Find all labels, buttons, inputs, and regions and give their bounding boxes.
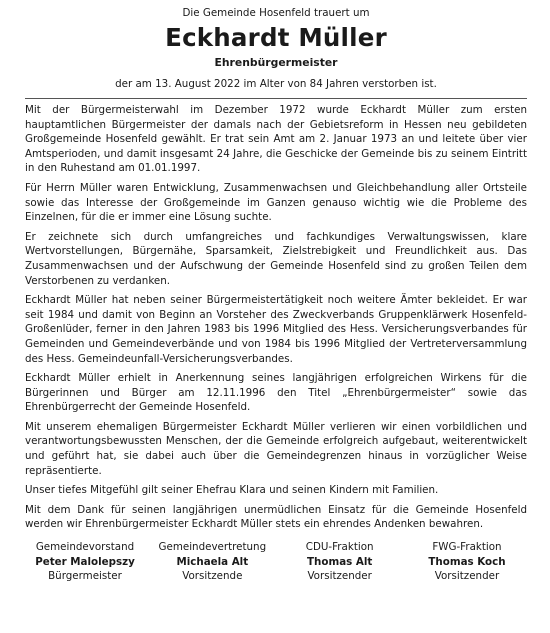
signatory-body: FWG-Fraktion: [432, 541, 502, 554]
deceased-name: Eckhardt Müller: [165, 23, 387, 52]
signatory: [407, 540, 527, 584]
divider: [25, 98, 527, 99]
paragraph: Mit unserem ehemaligen Bürgermeister Eckhardt Müller verlieren wir einen vorbildlichen und verantwortungsbewussten Menschen, der die Gemeinde erfolgreich aufgebaut, weiterentwickelt und geführt hat, sie dabei auch über die Gemeindegrenzen hinaus in vorzüglicher Weise repräsentierte.: [25, 420, 527, 477]
signatory-body: Gemeindevorstand: [35, 541, 135, 554]
paragraph: Eckhardt Müller hat neben seiner Bürgermeistertätigkeit noch weitere Ämter bekleidet. Er war seit 1984 und damit von Beginn an Vorsteher des Zweckverbands Gruppenklärwerk Hosenfeld-Großenlüder, ferner in den Jahren 1983 bis 1996 Mitglied des Hess. Versicherungsverbandes für Gemeinden und Gemeindeverbände und von 1984 bis 1996 Mitglied der Vertreterversammlung des Hess. Gemeindeunfall-Versicherungsverbandes.: [25, 294, 527, 365]
signatory-role: Bürgermeister: [48, 570, 122, 583]
signatory: [280, 540, 400, 584]
signatory-name: Thomas Koch: [428, 555, 506, 568]
obituary-notice: [25, 6, 527, 584]
paragraph: Unser tiefes Mitgefühl gilt seiner Ehefrau Klara und seinen Kindern mit Familien.: [25, 484, 439, 497]
signatory: [152, 540, 272, 584]
death-notice-line: der am 13. August 2022 im Alter von 84 Jahren verstorben ist.: [115, 78, 437, 90]
paragraph: Für Herrn Müller waren Entwicklung, Zusammenwachsen und Gleichbehandlung aller Ortsteile sowie das Interesse der Großgemeinde im Ganzen genauso wichtig wie die Probleme des Einzelnen, für die er immer eine Lösung suchte.: [25, 181, 527, 224]
paragraph: Mit der Bürgermeisterwahl im Dezember 1972 wurde Eckhardt Müller zum ersten hauptamtlichen Bürgermeister der damals nach der Gebietsreform in Hessen neu gebildeten Großgemeinde Hosenfeld gewählt. Er trat sein Amt am 2. Januar 1973 an und leitete über vier Amtsperioden, und damit insgesamt 24 Jahre, die Geschicke der Gemeinde bis zu seinem Eintritt in den Ruhestand am 01.01.1997.: [25, 104, 527, 175]
signatory-name: Michaela Alt: [176, 555, 249, 568]
signatory-name: Thomas Alt: [307, 555, 373, 568]
paragraph: Er zeichnete sich durch umfangreiches und fachkundiges Verwaltungswissen, klare Wertvorstellungen, Bürgernähe, Sparsamkeit, Zielstrebigkeit und Freundlichkeit aus. Das Zusammenwachsen und der Aufschwung der Gemeinde Hosenfeld sind zu großen Teilen dem Verstorbenen zu verdanken.: [25, 230, 527, 287]
obituary-body: [25, 103, 527, 532]
signatory-role: Vorsitzender: [307, 570, 372, 583]
signatory-role: Vorsitzende: [182, 570, 243, 583]
signatory-role: Vorsitzender: [434, 570, 500, 583]
signatories: [25, 540, 527, 584]
paragraph: Mit dem Dank für seinen langjährigen unermüdlichen Einsatz für die Gemeinde Hosenfeld werden wir Ehrenbürgermeister Eckhardt Müller stets ein ehrendes Andenken bewahren.: [25, 503, 527, 531]
paragraph: Eckhardt Müller erhielt in Anerkennung seines langjährigen erfolgreichen Wirkens für die Bürgerinnen und Bürger am 12.11.1996 den Titel „Ehrenbürgermeister“ sowie das Ehrenbürgerrecht der Gemeinde Hosenfeld.: [25, 372, 527, 414]
signatory-body: CDU-Fraktion: [305, 541, 374, 554]
signatory-body: Gemeindevertretung: [158, 541, 267, 554]
intro-line: Die Gemeinde Hosenfeld trauert um: [182, 7, 370, 19]
signatory: [25, 540, 145, 584]
signatory-name: Peter Malolepszy: [35, 555, 135, 568]
honorary-title: Ehrenbürgermeister: [214, 56, 338, 69]
